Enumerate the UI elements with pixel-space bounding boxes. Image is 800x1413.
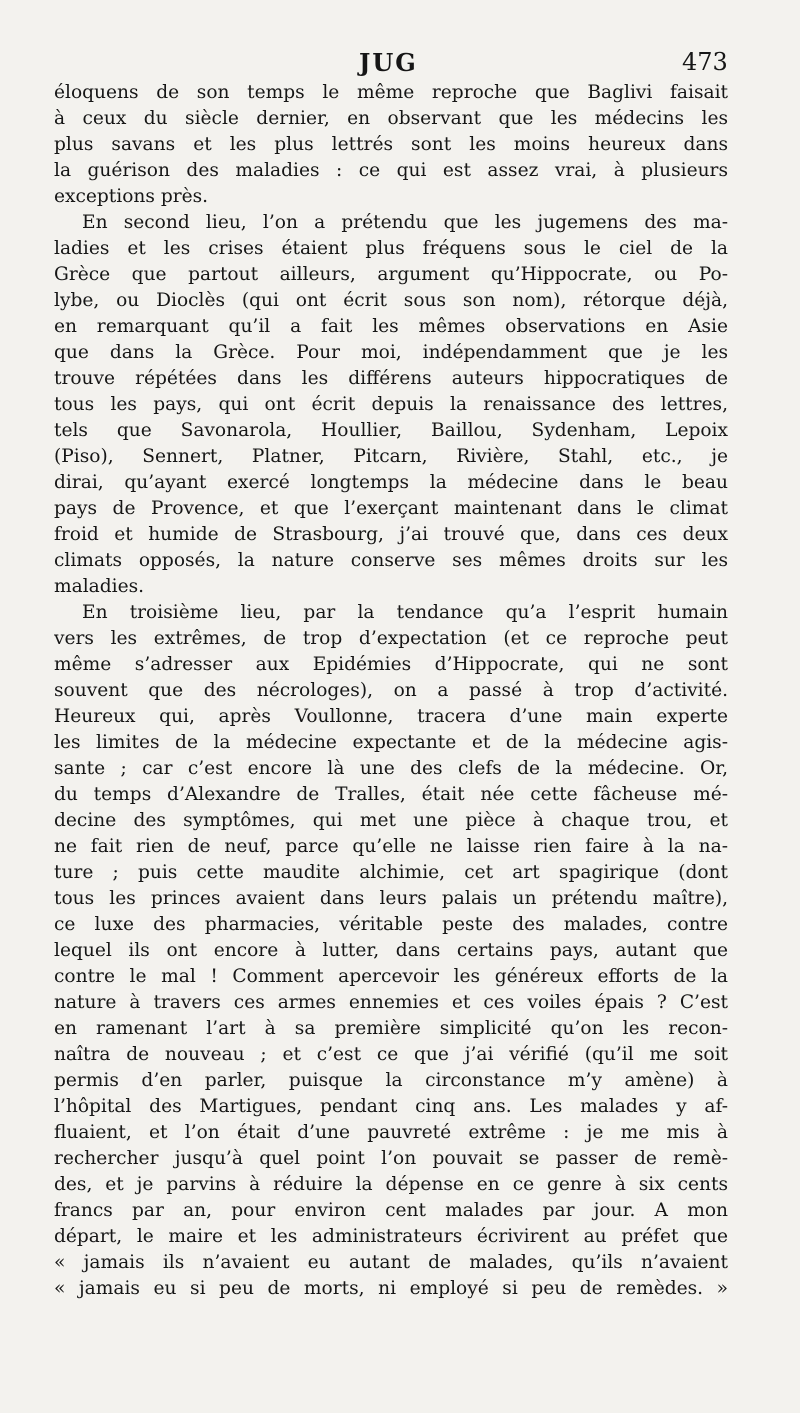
text-line: tous les pays, qui ont écrit depuis la renaissance des lettres, (54, 394, 728, 415)
text-line: lequel ils ont encore à lutter, dans certains pays, autant que (54, 940, 728, 961)
text-line: éloquens de son temps le même reproche que Baglivi faisait (54, 82, 728, 103)
text-line: « jamais ils n’avaient eu autant de malades, qu’ils n’avaient (54, 1252, 728, 1273)
text-line: « jamais eu si peu de morts, ni employé si peu de remèdes. » (54, 1278, 728, 1299)
body-text (54, 80, 728, 1302)
text-line: à ceux du siècle dernier, en observant que les médecins les (54, 108, 728, 129)
text-line: sante ; car c’est encore là une des clefs de la médecine. Or, (54, 758, 728, 779)
text-line: des, et je parvins à réduire la dépense en ce genre à six cents (54, 1174, 728, 1195)
text-line: contre le mal ! Comment apercevoir les généreux efforts de la (54, 966, 728, 987)
text-line: En troisième lieu, par la tendance qu’a l’esprit humain (82, 602, 728, 623)
text-line: nature à travers ces armes ennemies et ces voiles épais ? C’est (54, 992, 728, 1013)
text-line: en ramenant l’art à sa première simplicité qu’on les recon- (54, 1018, 728, 1039)
text-line: dirai, qu’ayant exercé longtemps la médecine dans le beau (54, 472, 728, 493)
text-line: ture ; puis cette maudite alchimie, cet art spagirique (dont (54, 862, 728, 883)
text-line: les limites de la médecine expectante et de la médecine agis- (54, 732, 728, 753)
text-line: lybe, ou Dioclès (qui ont écrit sous son nom), rétorque déjà, (54, 290, 728, 311)
page-number: 473 (682, 48, 728, 76)
text-line: tous les princes avaient dans leurs palais un prétendu maître), (54, 888, 728, 909)
text-line: climats opposés, la nature conserve ses mêmes droits sur les (54, 550, 728, 571)
text-line: la guérison des maladies : ce qui est assez vrai, à plusieurs (54, 160, 728, 181)
text-line: souvent que des nécrologes), on a passé à trop d’activité. (54, 680, 728, 701)
text-line: trouve répétées dans les différens auteurs hippocratiques de (54, 368, 728, 389)
text-line: en remarquant qu’il a fait les mêmes observations en Asie (54, 316, 728, 337)
text-line: départ, le maire et les administrateurs écrivirent au préfet que (54, 1226, 728, 1247)
text-line: vers les extrêmes, de trop d’expectation (et ce reproche peut (54, 628, 728, 649)
text-line: du temps d’Alexandre de Tralles, était née cette fâcheuse mé- (54, 784, 728, 805)
text-line: francs par an, pour environ cent malades par jour. A mon (54, 1200, 728, 1221)
text-line: naîtra de nouveau ; et c’est ce que j’ai vérifié (qu’il me soit (54, 1044, 728, 1065)
text-line: plus savans et les plus lettrés sont les moins heureux dans (54, 134, 728, 155)
text-line: rechercher jusqu’à quel point l’on pouvait se passer de remè- (54, 1148, 728, 1169)
text-line: pays de Provence, et que l’exerçant maintenant dans le climat (54, 498, 728, 519)
text-line: permis d’en parler, puisque la circonstance m’y amène) à (54, 1070, 728, 1091)
text-line: Heureux qui, après Voullonne, tracera d’une main experte (54, 706, 728, 727)
text-line: ne fait rien de neuf, parce qu’elle ne laisse rien faire à la na- (54, 836, 728, 857)
running-head (0, 48, 800, 78)
text-line: fluaient, et l’on était d’une pauvreté extrême : je me mis à (54, 1122, 728, 1143)
text-line: que dans la Grèce. Pour moi, indépendamment que je les (54, 342, 728, 363)
running-head-title: JUG (359, 48, 418, 77)
text-line: tels que Savonarola, Houllier, Baillou, Sydenham, Lepoix (54, 420, 728, 441)
text-line: froid et humide de Strasbourg, j’ai trouvé que, dans ces deux (54, 524, 728, 545)
text-line: même s’adresser aux Epidémies d’Hippocrate, qui ne sont (54, 654, 728, 675)
text-line: exceptions près. (54, 186, 209, 207)
text-line: decine des symptômes, qui met une pièce à chaque trou, et (54, 810, 728, 831)
text-line: maladies. (54, 576, 145, 597)
text-line: ladies et les crises étaient plus fréquens sous le ciel de la (54, 238, 728, 259)
text-line: l’hôpital des Martigues, pendant cinq ans. Les malades y af- (54, 1096, 728, 1117)
text-line: (Piso), Sennert, Platner, Pitcarn, Rivière, Stahl, etc., je (54, 446, 728, 467)
text-line: ce luxe des pharmacies, véritable peste des malades, contre (54, 914, 728, 935)
text-line: En second lieu, l’on a prétendu que les jugemens des ma- (82, 212, 728, 233)
text-line: Grèce que partout ailleurs, argument qu’Hippocrate, ou Po- (54, 264, 728, 285)
